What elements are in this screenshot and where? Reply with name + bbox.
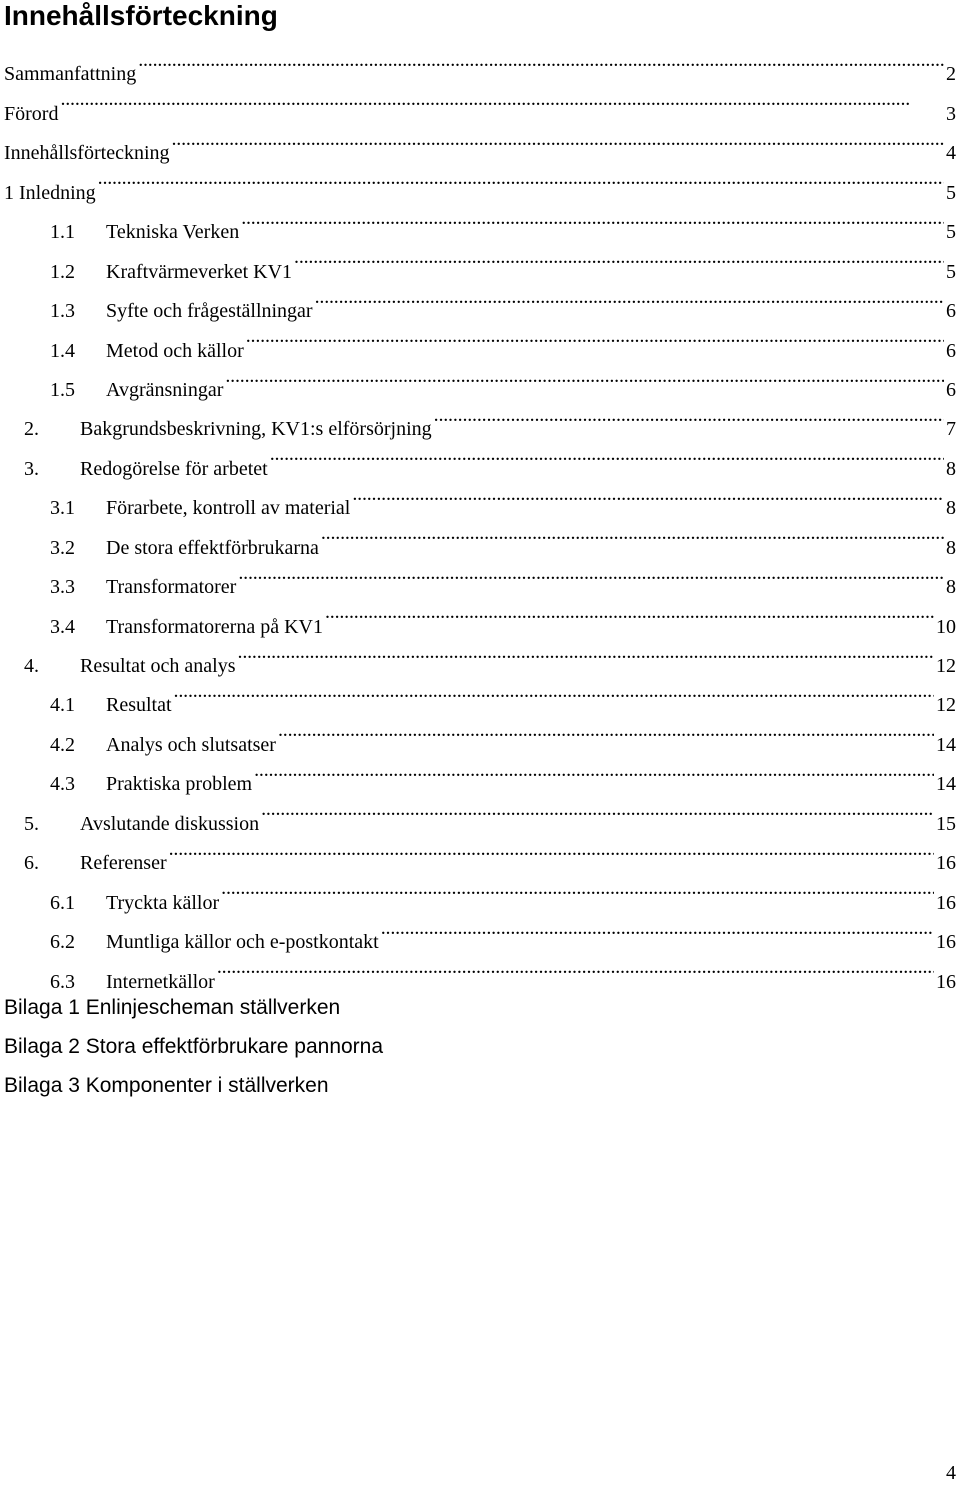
toc-entry-number: 3.2 (50, 536, 75, 559)
toc-entry-page: 16 (936, 852, 956, 875)
toc-entry-page: 15 (936, 812, 956, 835)
toc-entry-label: Syfte och frågeställningar (106, 300, 313, 323)
toc-entry-label: Redogörelse för arbetet (80, 457, 268, 480)
toc-leader-dots (98, 159, 944, 198)
toc-entry-page: 5 (946, 181, 956, 204)
toc-entry-number: 1.2 (50, 260, 75, 283)
page-title: Innehållsförteckning (4, 0, 278, 31)
toc-leader-dots (315, 278, 944, 317)
toc-entry-number: 4. (24, 655, 39, 677)
toc-entry-number: 6.3 (50, 970, 75, 993)
toc-entry-page: 8 (946, 497, 956, 520)
toc-leader-dots (217, 948, 934, 987)
toc-leader-dots (172, 120, 945, 159)
toc-entry-page: 14 (936, 733, 956, 756)
toc-entry[interactable] (4, 199, 960, 244)
toc-entry-label: Muntliga källor och e-postkontakt (106, 931, 379, 954)
toc-leader-dots (238, 554, 944, 593)
toc-entry-page: 12 (936, 694, 956, 717)
toc-leader-dots (321, 514, 944, 553)
toc-entry-page: 7 (946, 418, 956, 441)
table-of-contents (4, 41, 960, 1106)
toc-entry-number: 3.4 (50, 615, 75, 638)
toc-entry-label: Avslutande diskussion (80, 812, 260, 835)
toc-entry-page: 12 (936, 655, 956, 677)
toc-leader-dots (174, 672, 934, 711)
toc-entry[interactable] (4, 80, 960, 125)
toc-entry-page: 8 (946, 576, 956, 599)
toc-entry-number: 2. (24, 418, 39, 441)
toc-leader-dots (434, 396, 944, 435)
toc-entry-label: Praktiska problem (106, 773, 253, 796)
toc-entry-number: 3.1 (50, 497, 75, 520)
toc-entry-number: 3. (24, 457, 39, 480)
toc-entry-label: Resultat och analys (80, 655, 236, 677)
toc-entry-number: 1.1 (50, 221, 75, 244)
toc-leader-dots (60, 80, 944, 119)
toc-entry-label: Analys och slutsatser (106, 733, 276, 756)
toc-entry-page: 3 (946, 102, 956, 125)
toc-entry-label: Tryckta källor (106, 891, 220, 914)
toc-entry-page: 8 (946, 536, 956, 559)
toc-entry-number: 1.4 (50, 339, 75, 362)
toc-entry-page: 6 (946, 300, 956, 323)
toc-entry-label: Tekniska Verken (106, 221, 240, 244)
toc-entry-number: 6.1 (50, 891, 75, 914)
toc-entry-label: Bakgrundsbeskrivning, KV1:s elförsörjning (80, 418, 432, 441)
toc-entry-page: 10 (936, 615, 956, 638)
toc-leader-dots (254, 751, 934, 790)
appendix-entry[interactable]: Bilaga 2 Stora effektförbrukare pannorna (4, 1034, 384, 1058)
toc-leader-dots (241, 199, 944, 238)
toc-entry-label: De stora effektförbrukarna (106, 536, 319, 559)
toc-entry-label: Förord (4, 102, 59, 125)
toc-entry-label: Förarbete, kontroll av material (106, 497, 351, 520)
toc-entry-page: 6 (946, 339, 956, 362)
toc-entry-number: 6.2 (50, 931, 75, 954)
toc-leader-dots (352, 475, 944, 514)
toc-leader-dots (221, 869, 934, 908)
toc-entry-page: 16 (936, 891, 956, 914)
toc-entry[interactable] (4, 159, 960, 204)
toc-entry-page: 5 (946, 221, 956, 244)
toc-entry-number: 1.3 (50, 300, 75, 323)
toc-entry-page: 5 (946, 260, 956, 283)
toc-entry-label: Resultat (106, 694, 172, 717)
toc-entry-page: 16 (936, 931, 956, 954)
toc-entry-number: 3.3 (50, 576, 75, 599)
appendix-entry[interactable]: Bilaga 1 Enlinjescheman ställverken (4, 995, 341, 1019)
toc-entry-label: Transformatorer (106, 576, 237, 599)
toc-entry-number: 5. (24, 812, 39, 835)
toc-entry-label: Sammanfattning (4, 63, 137, 86)
toc-entry-number: 4.2 (50, 733, 75, 756)
toc-leader-dots (238, 633, 934, 672)
toc-entry-label: Kraftvärmeverket KV1 (106, 260, 293, 283)
toc-entry-number: 4.3 (50, 773, 75, 796)
toc-leader-dots (261, 790, 934, 829)
appendix-entry[interactable]: Bilaga 3 Komponenter i ställverken (4, 1074, 329, 1098)
toc-entry-page: 16 (936, 970, 956, 993)
toc-entry[interactable] (4, 41, 960, 86)
toc-leader-dots (169, 830, 934, 869)
toc-leader-dots (381, 909, 934, 948)
toc-leader-dots (225, 357, 944, 396)
toc-entry-page: 14 (936, 773, 956, 796)
toc-entry-label: Internetkällor (106, 970, 215, 993)
toc-leader-dots (325, 593, 934, 632)
toc-leader-dots (138, 41, 944, 80)
toc-entry-label: Avgränsningar (106, 378, 224, 401)
toc-leader-dots (270, 435, 944, 474)
toc-entry-label: Referenser (80, 852, 167, 875)
toc-leader-dots (246, 317, 944, 356)
toc-entry-label: 1 Inledning (4, 181, 96, 204)
toc-entry-label: Transformatorerna på KV1 (106, 615, 323, 638)
toc-entry-page: 4 (946, 142, 956, 165)
toc-entry-label: Innehållsförteckning (4, 142, 170, 165)
toc-leader-dots (294, 238, 944, 277)
toc-entry-page: 6 (946, 378, 956, 401)
toc-entry-number: 1.5 (50, 378, 75, 401)
toc-leader-dots (278, 711, 934, 750)
toc-entry-page: 8 (946, 457, 956, 480)
toc-entry[interactable] (4, 120, 960, 165)
toc-entry-page: 2 (946, 63, 956, 86)
toc-entry-number: 6. (24, 852, 39, 875)
page-number: 4 (946, 1462, 956, 1484)
toc-entry-label: Metod och källor (106, 339, 244, 362)
toc-entry-number: 4.1 (50, 694, 75, 717)
